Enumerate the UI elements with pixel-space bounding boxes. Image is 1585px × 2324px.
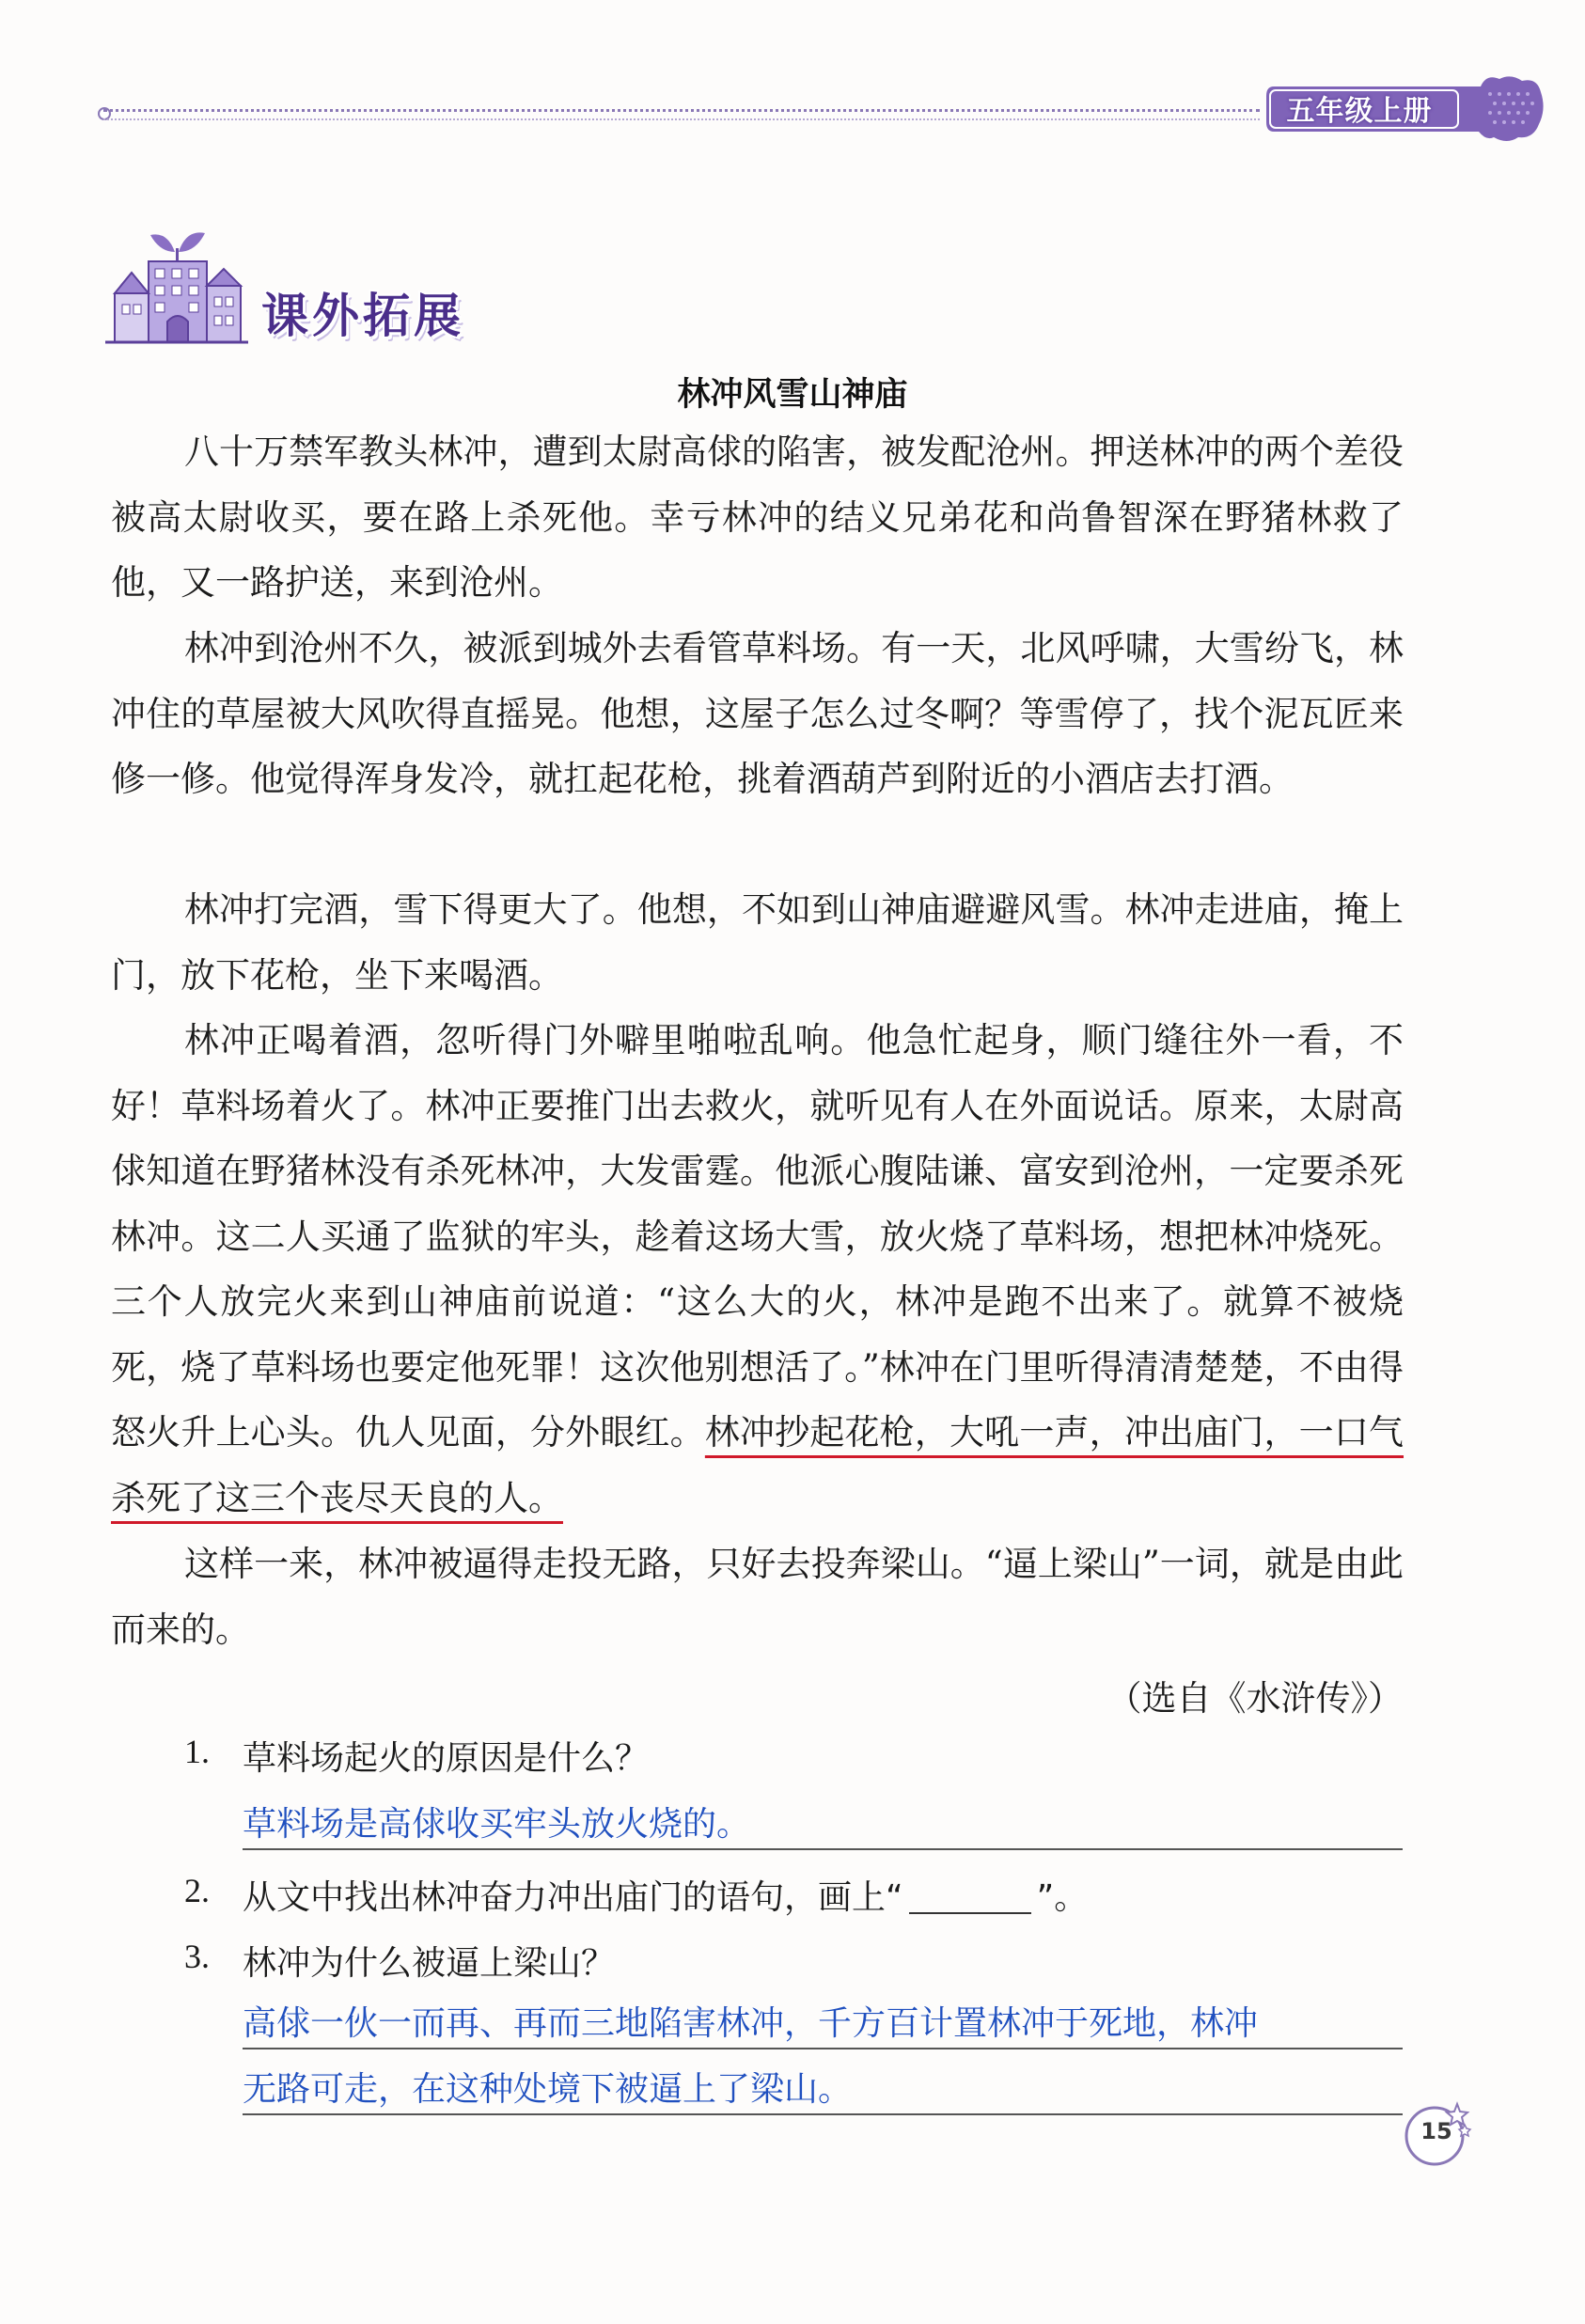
paragraph-5: 这样一来，林冲被逼得走投无路，只好去投奔梁山。“逼上梁山”一词，就是由此而来的。 bbox=[111, 1544, 1404, 1650]
page-number: 15 bbox=[1420, 2118, 1452, 2144]
article-title: 林冲风雪山神庙 bbox=[677, 376, 908, 414]
question-3-number: 3. bbox=[184, 1938, 210, 1975]
section-title: 课外拓展 bbox=[261, 289, 464, 343]
source-citation: （选自《水浒传》） bbox=[1106, 1678, 1403, 1719]
answer-line bbox=[243, 1848, 1403, 1850]
blank-line bbox=[909, 1884, 1031, 1914]
grade-label: 五年级上册 bbox=[1286, 95, 1433, 128]
paragraph-3: 林冲打完酒，雪下得更大了。他想，不如到山神庙避避风雪。林冲走进庙，掩上门，放下花枪，坐下来喝酒。 bbox=[111, 889, 1404, 996]
underlined-sentence: 林冲抄起花枪，大吼一声，冲出庙门，一口气杀死了这三个丧尽天良的人。 bbox=[111, 1412, 1405, 1518]
building-icon bbox=[102, 214, 252, 346]
question-2-text-before: 从文中找出林冲奋力冲出庙门的语句，画上“ bbox=[243, 1878, 903, 1917]
answer-line bbox=[243, 2113, 1403, 2115]
question-1-text: 草料场起火的原因是什么？ bbox=[243, 1739, 650, 1778]
paragraph-1: 八十万禁军教头林冲，遭到太尉高俅的陷害，被发配沧州。押送林冲的两个差役被高太尉收买，要在路上杀死他。幸亏林冲的结义兄弟花和尚鲁智深在野猪林救了他，又一路护送，来到沧州。 bbox=[111, 432, 1404, 603]
question-2-text bbox=[243, 1871, 1088, 1919]
paragraph-4-text: 林冲正喝着酒，忽听得门外噼里啪啦乱响。他急忙起身，顺门缝往外一看，不好！草料场着火了。林冲正要推门出去救火，就听见有人在外面说话。原来，太尉高俅知道在野猪林没有杀死林冲，大发雷霆。他派心腹陆谦、富安到沧州，一定要杀死林冲。这二人买通了监狱的牢头，趁着这场大雪，放火烧了草料场，想把林冲烧死。三个人放完火来到山神庙前说道：“这么大的火，林冲是跑不出来了。就算不被烧死，烧了草料场也要定他死罪！这次他别想活了。”林冲在门里听得清清楚楚，不由得怒火升上心头。仇人见面，分外眼红。 bbox=[111, 1020, 1404, 1452]
question-1-answer: 草料场是高俅收买牢头放火烧的。 bbox=[243, 1805, 751, 1844]
question-3-answer-line-1: 高俅一伙一而再、再而三地陷害林冲，千方百计置林冲于死地，林冲 bbox=[243, 2004, 1259, 2043]
answer-line bbox=[243, 2048, 1403, 2049]
question-1-number: 1. bbox=[184, 1733, 210, 1770]
header-dotted-rule-secondary bbox=[103, 118, 1260, 120]
question-3-answer-line-2: 无路可走，在这种处境下被逼上了梁山。 bbox=[243, 2070, 853, 2109]
paragraph-4 bbox=[111, 1008, 1404, 1531]
header-dotted-rule bbox=[103, 109, 1260, 112]
question-2-number: 2. bbox=[184, 1872, 210, 1909]
question-2-text-after: ”。 bbox=[1036, 1878, 1089, 1917]
paragraph-2: 林冲到沧州不久，被派到城外去看管草料场。有一天，北风呼啸，大雪纷飞，林冲住的草屋被大风吹得直摇晃。他想，这屋子怎么过冬啊？等雪停了，找个泥瓦匠来修一修。他觉得浑身发冷，就扛起花枪，挑着酒葫芦到附近的小酒店去打酒。 bbox=[111, 628, 1404, 799]
question-3-text: 林冲为什么被逼上梁山？ bbox=[243, 1944, 616, 1983]
